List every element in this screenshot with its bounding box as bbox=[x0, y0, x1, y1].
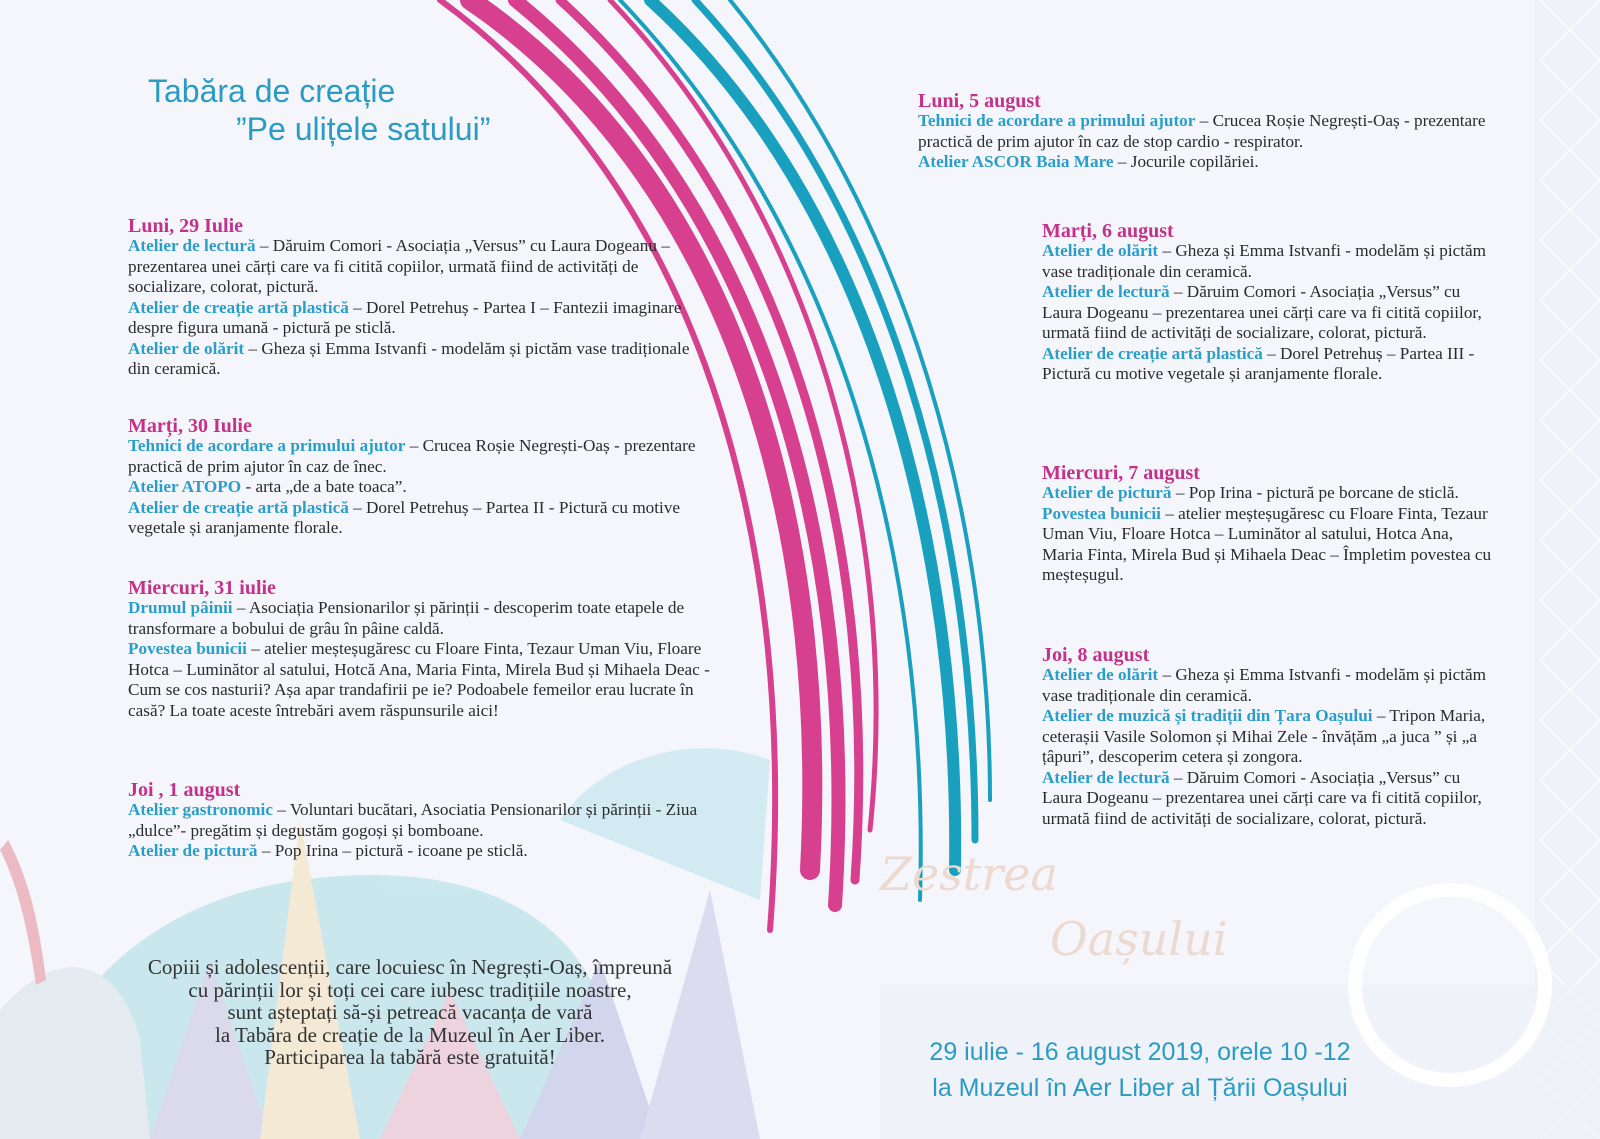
activity-desc: – Gheza și Emma Istvanfi - modelăm și pictăm vase tradiționale din ceramică. bbox=[1042, 241, 1487, 281]
day-block-luni-29 bbox=[128, 216, 703, 380]
activity-desc: – atelier meșteșugăresc cu Floare Finta, Tezaur Uman Viu, Floare Hotca – Luminător al satului, Hotcă Ana, Maria Finta, Mirela Bud și Mihaela Deac - Cum se cos nasturii? Așa apar trandafirii pe ie? Podoabele femeilor erau lucrate în casă? La toate aceste întrebări avem răspunsurile aici! bbox=[128, 639, 710, 720]
activity-name: Atelier de lectură bbox=[1042, 767, 1170, 787]
activity-name: Atelier de olărit bbox=[1042, 241, 1159, 260]
activity bbox=[128, 339, 703, 380]
activity bbox=[128, 436, 708, 477]
watermark-zestrea-oasului bbox=[860, 840, 1320, 970]
activity-desc: – Dorel Petrehuș – Partea II - Pictură cu motive vegetale și aranjamente florale. bbox=[128, 497, 681, 537]
activity bbox=[128, 639, 713, 721]
invitation-line: sunt așteptați să-și petreacă vacanța de vară bbox=[227, 1000, 593, 1024]
activity bbox=[128, 800, 708, 841]
activity-name: Atelier de olărit bbox=[128, 338, 245, 358]
activity-name: Atelier ASCOR Baia Mare bbox=[918, 152, 1114, 171]
activity-desc: – Pop Irina – pictură - icoane pe sticlă. bbox=[257, 841, 528, 860]
activity-name: Atelier de olărit bbox=[1042, 665, 1159, 684]
activity bbox=[1042, 665, 1497, 706]
activity bbox=[1042, 483, 1497, 504]
activity-desc: – Dăruim Comori - Asociația „Versus” cu Laura Dogeanu – prezentarea unei cărți care va fi citită copiilor, urmată fiind de activități de socializare, colorat, pictură. bbox=[1042, 767, 1482, 828]
watermark-line-2: Oașului bbox=[1050, 912, 1228, 966]
activity bbox=[128, 598, 713, 639]
activity-name: Tehnici de acordare a primului ajutor bbox=[918, 111, 1196, 130]
activity bbox=[128, 841, 708, 862]
day-heading: Marți, 6 august bbox=[1042, 220, 1174, 242]
day-block-marti-30 bbox=[128, 416, 708, 539]
day-heading: Joi, 8 august bbox=[1042, 644, 1150, 666]
day-block-miercuri-31 bbox=[128, 578, 713, 721]
activity-desc: – Gheza și Emma Istvanfi - modelăm și pictăm vase tradiționale din ceramică. bbox=[1042, 665, 1487, 705]
activity bbox=[1042, 241, 1497, 282]
title-line-1: Tabăra de creație bbox=[148, 73, 396, 109]
invitation-line: la Tabăra de creație de la Muzeul în Aer Liber. bbox=[215, 1022, 605, 1047]
activity bbox=[1042, 282, 1497, 344]
day-block-luni-5 bbox=[918, 91, 1498, 173]
activity bbox=[918, 111, 1498, 152]
day-block-joi-1 bbox=[128, 780, 708, 862]
activity-name: Atelier de creație artă plastică bbox=[1042, 343, 1263, 363]
activity-desc: – Dăruim Comori - Asociația „Versus” cu Laura Dogeanu – prezentarea unei cărți care va fi citită copiilor, urmată fiind de activități de socializare, colorat, pictură. bbox=[128, 236, 670, 296]
day-heading: Luni, 5 august bbox=[918, 90, 1041, 112]
activity-name: Tehnici de acordare a primului ajutor bbox=[128, 436, 406, 455]
day-heading: Joi , 1 august bbox=[128, 779, 241, 801]
activity-name: Atelier de lectură bbox=[128, 236, 256, 255]
activity bbox=[918, 152, 1498, 173]
activity-name: Povestea bunicii bbox=[1042, 503, 1161, 523]
activity-desc: – atelier meșteșugăresc cu Floare Finta, Tezaur Uman Viu, Floare Hotca – Luminător al satului, Hotca Ana, Maria Finta, Mirela Bud și Mihaela Deac – Împletim povestea cu meșteșugul. bbox=[1042, 503, 1492, 584]
activity bbox=[1042, 344, 1497, 385]
invitation-line: Participarea la tabără este gratuită! bbox=[264, 1045, 556, 1069]
event-venue-line: la Muzeul în Aer Liber al Țării Oașului bbox=[932, 1074, 1348, 1102]
activity-desc: – Crucea Roșie Negrești-Oaș - prezentare practică de prim ajutor în caz de stop cardio - respirator. bbox=[918, 111, 1486, 151]
activity-desc: – Gheza și Emma Istvanfi - modelăm și pictăm vase tradiționale din ceramică. bbox=[128, 338, 690, 378]
activity-desc: – Crucea Roșie Negrești-Oaș - prezentare practică de prim ajutor în caz de înec. bbox=[128, 436, 696, 476]
day-heading: Miercuri, 7 august bbox=[1042, 462, 1200, 484]
activity-desc: – Tripon Maria, ceterașii Vasile Solomon și Mihai Zele - învățăm „a juca ” și „a țâpuri”, descoperim cetera și zongora. bbox=[1042, 706, 1486, 766]
activity bbox=[1042, 706, 1497, 768]
event-dates-line-1: 29 iulie - 16 august 2019, orele 10 -12 bbox=[929, 1038, 1351, 1066]
activity bbox=[128, 477, 708, 498]
activity-name: Atelier de creație artă plastică bbox=[128, 297, 349, 317]
activity-desc: – Asociația Pensionarilor și părinții - descoperim toate etapele de transformare a bobului de grâu în pâine caldă. bbox=[128, 598, 685, 638]
activity-name: Atelier de lectură bbox=[1042, 282, 1170, 301]
activity-name: Atelier gastronomic bbox=[128, 800, 273, 819]
invitation-line: cu părinții lor și toți cei care iubesc tradițiile noastre, bbox=[188, 977, 632, 1002]
activity-name: Atelier de muzică și tradiții din Țara Oașului bbox=[1042, 706, 1373, 725]
activity-desc: – Dorel Petrehuș - Partea I – Fantezii imaginare despre figura umană - pictură pe sticlă. bbox=[128, 297, 682, 337]
activity bbox=[1042, 504, 1497, 586]
activity-name: Atelier de pictură bbox=[128, 841, 258, 860]
activity bbox=[128, 298, 703, 339]
activity bbox=[128, 236, 703, 298]
activity-name: Drumul pâinii bbox=[128, 598, 233, 617]
activity-desc: – Jocurile copilăriei. bbox=[1113, 152, 1259, 171]
event-dates bbox=[880, 1034, 1400, 1106]
watermark-line-1: Zestrea bbox=[880, 847, 1058, 901]
title-line-2: ”Pe ulițele satului” bbox=[236, 111, 491, 147]
day-block-miercuri-7 bbox=[1042, 463, 1497, 586]
activity-desc: – Pop Irina - pictură pe borcane de sticlă. bbox=[1171, 483, 1459, 502]
activity-desc: - arta „de a bate toaca”. bbox=[241, 477, 407, 496]
activity-name: Atelier de creație artă plastică bbox=[128, 497, 349, 517]
activity-desc: – Voluntari bucătari, Asociatia Pensionarilor și părinții - Ziua „dulce”- pregătim și degustăm gogoși și bomboane. bbox=[128, 800, 698, 840]
activity bbox=[1042, 768, 1497, 830]
activity-name: Atelier ATOPO bbox=[128, 477, 242, 496]
day-heading: Luni, 29 Iulie bbox=[128, 215, 244, 237]
activity bbox=[128, 498, 708, 539]
activity-name: Atelier de pictură bbox=[1042, 483, 1172, 502]
invitation-text bbox=[70, 956, 750, 1069]
day-heading: Marți, 30 Iulie bbox=[128, 415, 252, 437]
activity-desc: – Dăruim Comori - Asociația „Versus” cu Laura Dogeanu – prezentarea unei cărți care va fi citită copiilor, urmată fiind de activități de socializare, colorat, pictură. bbox=[1042, 282, 1482, 342]
activity-desc: – Dorel Petrehuș – Partea III - Pictură cu motive vegetale și aranjamente florale. bbox=[1042, 343, 1475, 383]
invitation-line: Copiii și adolescenții, care locuiesc în Negrești-Oaș, împreună bbox=[147, 955, 673, 979]
page-title bbox=[148, 72, 490, 148]
activity-name: Povestea bunicii bbox=[128, 639, 247, 658]
day-block-marti-6 bbox=[1042, 221, 1497, 385]
day-heading: Miercuri, 31 iulie bbox=[128, 577, 276, 599]
day-block-joi-8 bbox=[1042, 645, 1497, 829]
